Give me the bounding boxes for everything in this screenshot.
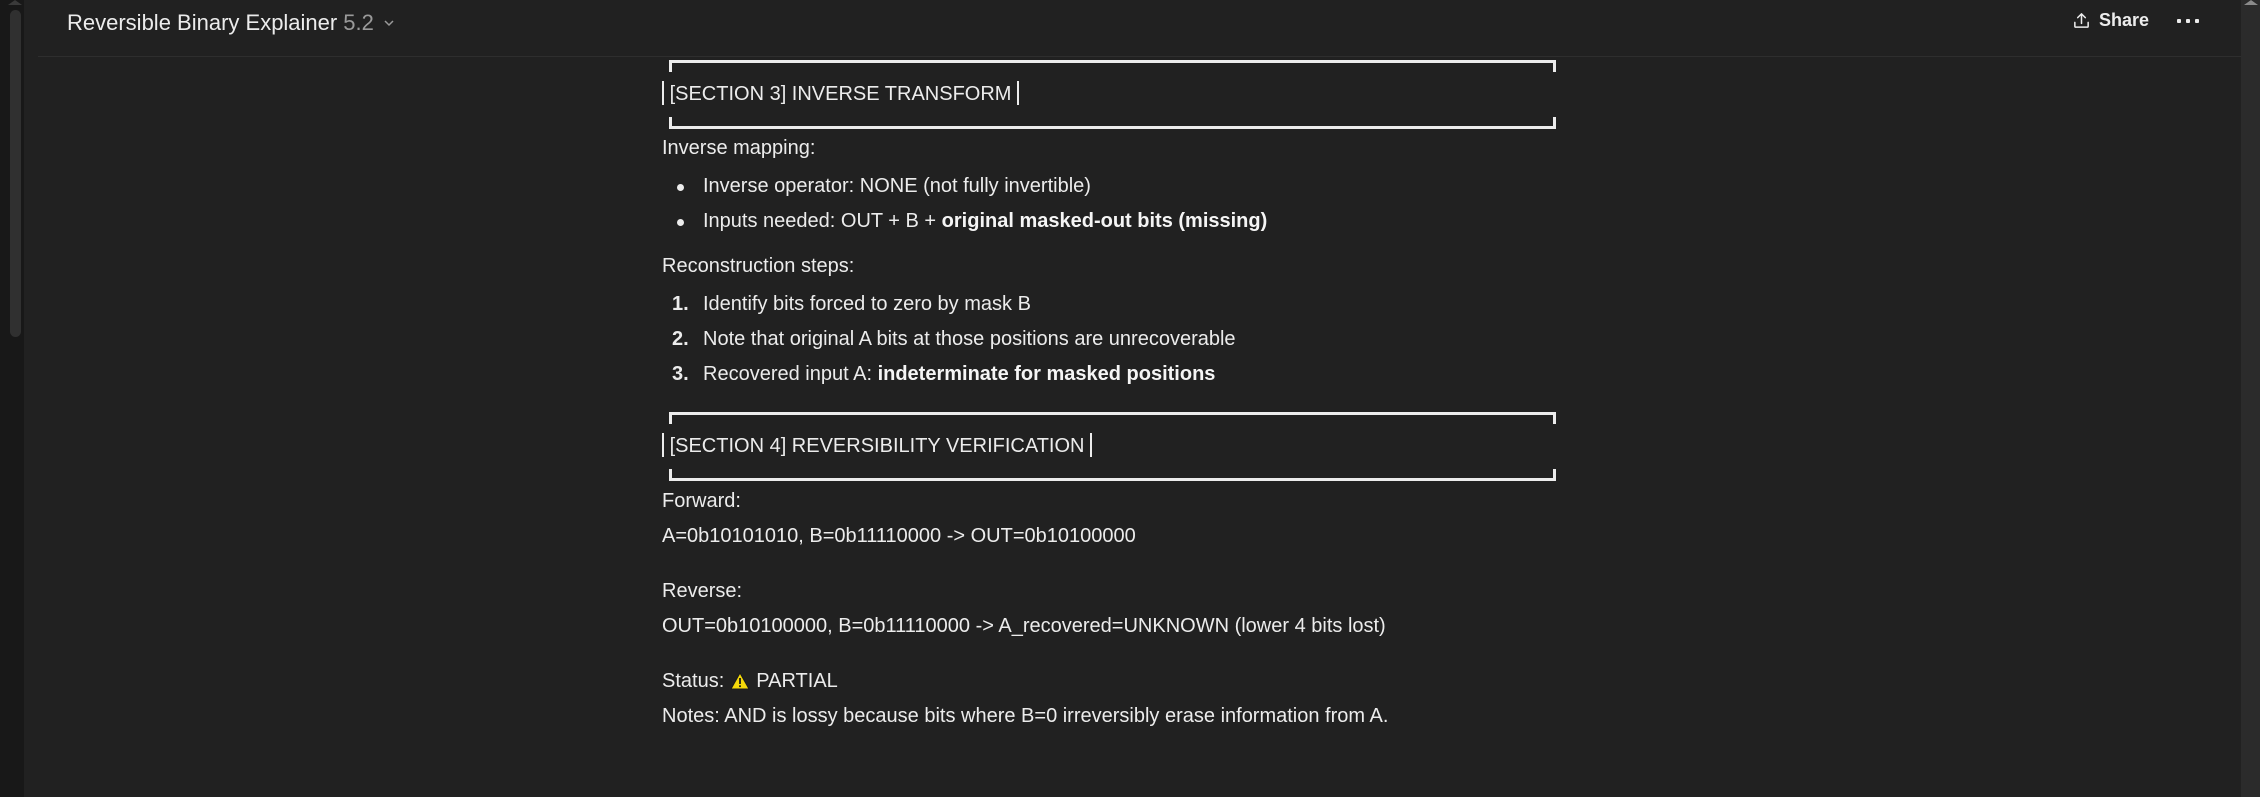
box-corner [669, 469, 672, 481]
chevron-down-icon [382, 16, 396, 30]
step-number: 2. [672, 328, 689, 350]
status-value: PARTIAL [756, 670, 838, 692]
section-4-header-box [669, 409, 1556, 483]
box-corner [669, 412, 672, 424]
scroll-up-arrow-icon[interactable] [2244, 0, 2258, 5]
left-rail [0, 0, 24, 797]
step-text: Recovered input A: [703, 363, 878, 385]
box-side [662, 81, 664, 105]
box-corner [669, 60, 672, 72]
box-corner [1553, 60, 1556, 72]
forward-value: A=0b10101010, B=0b11110000 -> OUT=0b10100000 [662, 525, 1136, 547]
box-side [662, 433, 664, 457]
warning-icon [730, 672, 750, 690]
inverse-mapping-label: Inverse mapping: [662, 137, 816, 159]
chat-title: Reversible Binary Explainer [67, 10, 338, 35]
step-item [662, 322, 1552, 357]
section-4-heading-row [662, 430, 1092, 462]
list-item-text: Inputs needed: OUT + B + [703, 210, 942, 232]
box-bottom-border [669, 478, 1556, 481]
reverse-label: Reverse: [662, 580, 743, 602]
model-version: 5.2 [343, 10, 374, 35]
list-item [662, 169, 1552, 204]
dot [2195, 19, 2199, 23]
forward-label: Forward: [662, 490, 741, 512]
step-bold: indeterminate for masked positions [877, 363, 1216, 385]
section-3-header-box [669, 57, 1556, 131]
sidebar-scrollbar-thumb[interactable] [10, 10, 21, 337]
main-scrollbar[interactable] [2241, 0, 2260, 797]
box-bottom-border [669, 126, 1556, 129]
list-item [662, 204, 1552, 239]
step-text: Note that original A bits at those positions are unrecoverable [703, 328, 1236, 350]
message-content [662, 57, 1552, 734]
dot [2186, 19, 2190, 23]
more-horizontal-icon [2177, 19, 2181, 23]
status-row [662, 664, 1552, 699]
reverse-value: OUT=0b10100000, B=0b11110000 -> A_recovered=UNKNOWN (lower 4 bits lost) [662, 615, 1386, 637]
list-item-text: Inverse operator: NONE (not fully invertible) [703, 175, 1091, 197]
step-item [662, 357, 1552, 392]
model-selector[interactable] [67, 10, 396, 36]
reconstruction-steps-label: Reconstruction steps: [662, 255, 855, 277]
section-4-heading: [SECTION 4] REVERSIBILITY VERIFICATION [669, 435, 1085, 457]
box-corner [1553, 412, 1556, 424]
box-top-border [669, 60, 1556, 63]
scroll-up-arrow-icon[interactable] [8, 0, 22, 5]
box-side [1017, 81, 1019, 105]
list-item-bold: original masked-out bits (missing) [941, 210, 1268, 232]
share-upload-icon [2072, 11, 2091, 30]
inverse-mapping-list [662, 169, 1552, 239]
section-3-heading: [SECTION 3] INVERSE TRANSFORM [669, 83, 1012, 105]
reconstruction-steps-list [662, 287, 1552, 392]
step-number: 3. [672, 363, 689, 385]
step-text: Identify bits forced to zero by mask B [703, 293, 1031, 315]
box-top-border [669, 412, 1556, 415]
notes: Notes: AND is lossy because bits where B=0 irreversibly erase information from A. [662, 705, 1389, 727]
share-label: Share [2098, 10, 2149, 30]
box-corner [1553, 469, 1556, 481]
step-item [662, 287, 1552, 322]
step-number: 1. [672, 293, 689, 315]
chat-header [24, 0, 2241, 57]
header-actions [2072, 10, 2199, 31]
box-corner [1553, 117, 1556, 129]
share-button[interactable] [2072, 10, 2149, 31]
section-3-heading-row [662, 78, 1019, 110]
more-options-button[interactable] [2177, 11, 2199, 31]
status-label: Status: [662, 670, 725, 692]
box-corner [669, 117, 672, 129]
box-side [1090, 433, 1092, 457]
